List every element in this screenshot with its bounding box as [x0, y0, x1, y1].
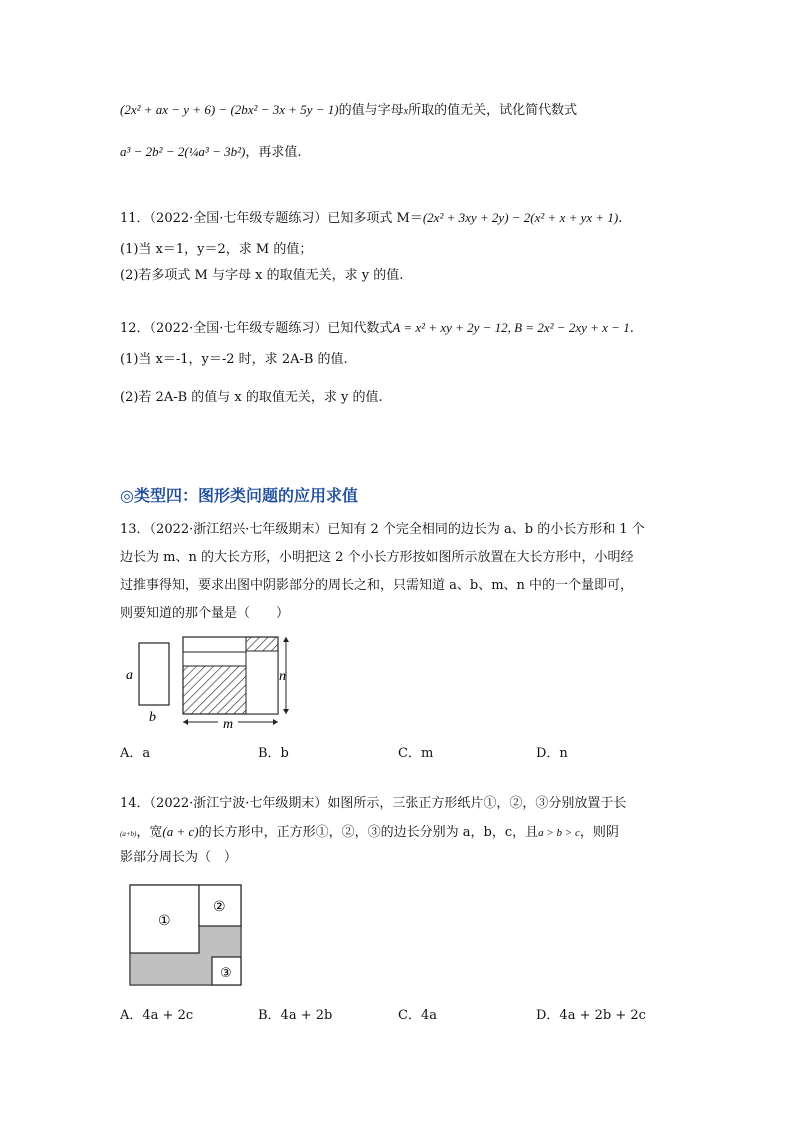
q10-text3: ，再求值. [245, 145, 302, 160]
small-rectangle [139, 643, 169, 705]
q10-text2: 所取的值无关，试化简代数式 [408, 103, 578, 118]
q10-var: x [403, 106, 409, 117]
q10-text: 的值与字母 [338, 103, 404, 118]
q12-head: 12．（2022·全国·七年级专题练习）已知代数式A = x² + xy + 2y − 12, B = 2x² − 2xy + x − 1. [120, 320, 634, 336]
q13-option-a[interactable]: A．a [120, 746, 151, 761]
label-square-2: ② [213, 899, 226, 915]
shaded-top-right [246, 637, 278, 651]
q13-line4: 则要知道的那个量是（ ） [120, 606, 290, 621]
q14-option-d[interactable]: D．4a + 2b + 2c [536, 1008, 646, 1023]
label-a: a [126, 668, 133, 683]
q13-option-c[interactable]: C．m [398, 746, 434, 761]
q14-option-b[interactable]: B．4a + 2b [258, 1008, 333, 1023]
label-n: n [279, 669, 286, 684]
q13-figure [120, 632, 320, 732]
q10-line2 [120, 142, 301, 163]
q11-expression: (2x² + 3xy + 2y) − 2(x² + x + yx + 1) [422, 210, 619, 225]
q13-line3: 过推事得知，要求出图中阴影部分的周长之和，只需知道 a、b、m、n 中的一个量即可， [120, 578, 634, 593]
section-title: ◎类型四：图形类问题的应用求值 [120, 486, 358, 505]
q14-line3: 影部分周长为（ ） [120, 850, 238, 865]
q13-option-d[interactable]: D．n [536, 746, 568, 761]
q11-part1: (1)当 x＝1，y＝2，求 M 的值； [120, 242, 313, 257]
q10-expression: (2x² + ax − y + 6) − (2bx² − 3x + 5y − 1) [120, 102, 339, 117]
label-m: m [223, 717, 234, 732]
label-b: b [149, 710, 156, 725]
q14-option-a[interactable]: A．4a + 2c [120, 1008, 194, 1023]
q14-line1: 14．（2022·浙江宁波·七年级期末）如图所示，三张正方形纸片①，②，③分别放置于长 [120, 796, 627, 811]
q14-line2: (a+b)，宽(a + c)的长方形中，正方形①，②，③的边长分别为 a，b，c，且a > b > c，则阴 [120, 824, 619, 840]
q11-part2: (2)若多项式 M 与字母 x 的取值无关，求 y 的值. [120, 268, 404, 283]
inner-rect-right [246, 651, 278, 714]
q12-expression: A = x² + xy + 2y − 12, B = 2x² − 2xy + x − 1 [392, 320, 630, 335]
q14-figure [124, 880, 248, 992]
q13-line2: 边长为 m、n 的大长方形，小明把这 2 个小长方形按如图所示放置在大长方形中，小明经 [120, 550, 634, 565]
inner-rect-top [183, 652, 246, 666]
q10-expression2: a³ − 2b² − 2(¼a³ − 3b²) [120, 144, 246, 159]
shaded-bottom-left [183, 666, 246, 714]
q12-part1: (1)当 x＝-1，y＝-2 时，求 2A-B 的值. [120, 352, 348, 367]
q14-option-c[interactable]: C．4a [398, 1008, 437, 1023]
q10-line1 [120, 100, 577, 122]
label-square-1: ① [158, 913, 171, 929]
q11-head: 11．（2022·全国·七年级专题练习）已知多项式 M＝(2x² + 3xy + 2y) − 2(x² + x + yx + 1). [120, 210, 623, 226]
q12-part2: (2)若 2A-B 的值与 x 的取值无关，求 y 的值. [120, 390, 383, 405]
label-square-3: ③ [220, 966, 232, 981]
q13-option-b[interactable]: B．b [258, 746, 289, 761]
q13-line1: 13．（2022·浙江绍兴·七年级期末）已知有 2 个完全相同的边长为 a、b 的小长方形和 1 个 [120, 522, 645, 537]
